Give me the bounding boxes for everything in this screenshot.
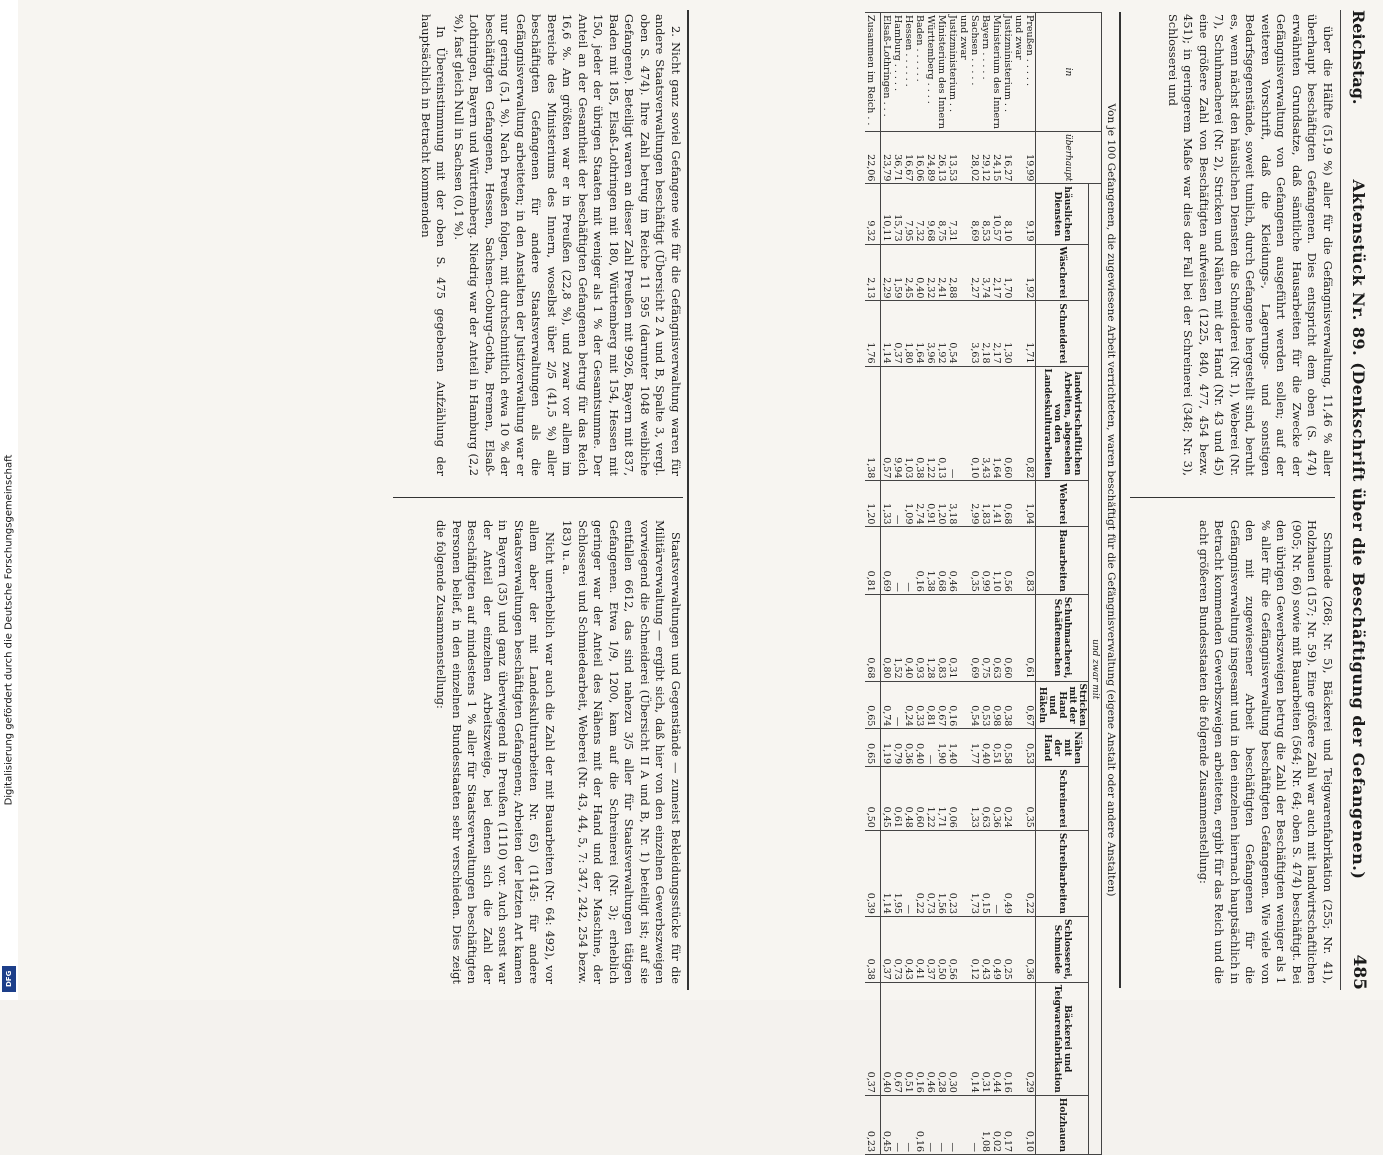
table-cell xyxy=(958,527,969,594)
table-cell: 0,36 xyxy=(903,729,914,767)
table-row xyxy=(980,13,991,1155)
table-cell: 0,31 xyxy=(980,982,991,1095)
table-cell: 1,28 xyxy=(925,594,936,681)
table-cell: 1,40 xyxy=(947,729,958,767)
table-cell: 1,30 xyxy=(1002,301,1013,366)
table-cell xyxy=(958,830,969,916)
table-cell: 0,40 xyxy=(914,244,925,301)
table-cell xyxy=(1013,982,1024,1095)
table-cell: 13,53 xyxy=(947,131,958,184)
table-cell: 0,25 xyxy=(1002,916,1013,982)
table-cell xyxy=(958,729,969,767)
table-cell: 0,22 xyxy=(1024,830,1036,916)
table-cell: 36,71 xyxy=(892,131,903,184)
table-cell xyxy=(958,184,969,244)
table-cell: 1,14 xyxy=(881,301,893,366)
table-cell xyxy=(1013,681,1024,729)
table-cell xyxy=(958,481,969,527)
column-header: landwirtschaftlichen Arbeiten, abgesehen von den Landeskulturarbeiten xyxy=(1036,366,1089,481)
table-cell: 0,46 xyxy=(947,527,958,594)
table-cell: 1,95 xyxy=(892,830,903,916)
row-label: Württemberg . . . . xyxy=(925,13,936,132)
table-cell: 0,33 xyxy=(914,681,925,729)
table-cell: 9,19 xyxy=(1024,184,1036,244)
header-title: Aktenstück Nr. 89. (Denkschrift über die Beschäftigung der Gefangenen.) xyxy=(1349,179,1369,880)
table-cell: 0,69 xyxy=(881,527,893,594)
table-cell: 19,99 xyxy=(1024,131,1036,184)
table-cell: 0,37 xyxy=(865,982,881,1095)
table-cell: 0,73 xyxy=(892,916,903,982)
table-cell: 0,60 xyxy=(1002,366,1013,481)
table-cell: 0,45 xyxy=(881,1095,893,1154)
table-cell: 0,12 xyxy=(969,916,980,982)
table-row xyxy=(936,13,947,1155)
table-cell xyxy=(1013,301,1024,366)
table-cell xyxy=(1013,184,1024,244)
table-cell: 0,16 xyxy=(914,982,925,1095)
table-cell: 0,16 xyxy=(1002,982,1013,1095)
table-cell: 9,32 xyxy=(865,184,881,244)
table-row xyxy=(925,13,936,1155)
table-cell: 1,10 xyxy=(991,527,1002,594)
table-row xyxy=(969,13,980,1155)
table-cell: — xyxy=(947,1095,958,1154)
table-cell: 0,38 xyxy=(865,916,881,982)
table-cell: — xyxy=(947,366,958,481)
table-cell: — xyxy=(969,1095,980,1154)
table-cell: 2,41 xyxy=(936,244,947,301)
table-cell: 1,22 xyxy=(925,366,936,481)
table-cell: 1,33 xyxy=(881,481,893,527)
table-cell: 0,67 xyxy=(936,681,947,729)
table-cell xyxy=(958,131,969,184)
table-caption: Von je 100 Gefangenen, die zugewiesene Arbeit verrichteten, waren beschäftigt für die Gefängnisverwaltung (eigene Anstalt oder andere Anstalten) xyxy=(1105,103,1117,897)
table-cell: 1,19 xyxy=(881,729,893,767)
table-cell: 0,57 xyxy=(881,366,893,481)
table-section xyxy=(691,12,1121,1153)
table-cell: — xyxy=(892,1095,903,1154)
table-cell xyxy=(1013,594,1024,681)
table-cell: 1,41 xyxy=(991,481,1002,527)
table-row xyxy=(958,13,969,1155)
table-cell: 2,88 xyxy=(947,244,958,301)
page-number: 485 xyxy=(1349,954,1369,990)
table-cell: 1,80 xyxy=(903,301,914,366)
table-cell: 8,53 xyxy=(980,184,991,244)
row-label: und zwar xyxy=(958,13,969,132)
table-cell: 8,75 xyxy=(936,184,947,244)
table-cell: 0,38 xyxy=(1002,681,1013,729)
table-cell: 2,18 xyxy=(980,301,991,366)
table-cell: — xyxy=(903,830,914,916)
table-cell: 1,77 xyxy=(969,729,980,767)
table-cell: 0,83 xyxy=(936,594,947,681)
table-cell: 0,83 xyxy=(1024,527,1036,594)
table-cell: 0,54 xyxy=(947,301,958,366)
table-cell: 9,94 xyxy=(892,366,903,481)
table-cell: 0,68 xyxy=(1002,481,1013,527)
table-cell: 0,68 xyxy=(865,594,881,681)
table-cell: 3,43 xyxy=(980,366,991,481)
table-cell: 0,37 xyxy=(881,916,893,982)
table-cell: 1,64 xyxy=(991,366,1002,481)
table-cell: 1,56 xyxy=(936,830,947,916)
text-column-top-left xyxy=(1163,14,1336,476)
table-cell: 0,56 xyxy=(947,916,958,982)
document-page xyxy=(18,0,1383,1153)
table-row xyxy=(1013,13,1024,1155)
table-cell xyxy=(958,982,969,1095)
paragraph: In Übereinstimmung mit der oben S. 475 gegebenen Aufzählung der hauptsächlich in Betracht kommenden xyxy=(419,14,449,476)
table-cell: 1,04 xyxy=(1024,481,1036,527)
table-cell: 0,02 xyxy=(991,1095,1002,1154)
column-header: Schneiderei xyxy=(1036,301,1089,366)
table-cell: 0,45 xyxy=(881,767,893,831)
table-cell: 0,16 xyxy=(914,527,925,594)
table-cell: 0,17 xyxy=(1002,1095,1013,1154)
table-top-rule xyxy=(1119,12,1121,988)
table-cell: 15,73 xyxy=(892,184,903,244)
table-cell: 0,67 xyxy=(1024,681,1036,729)
paragraph: über die Hälfte (51,9 %) aller für die Gefängnisverwaltung, 11,46 % aller überhaupt beschäftigten Gefangenen. Dies entspricht dem oben (S. 474) erwähnten Grundsatze, daß sämtliche Hausarbeiten für die Zwecke der Gefängnisverwaltung von Gefangenen ausgeführt werden sollen; auf der weiteren Vorschrift, daß die Kleidungs-, Lagerungs- und sonstigen Bedarfsgegenstände, soweit tunlich, durch Gefangene hergestellt sind, beruht es, wenn nächst den häuslichen Diensten die Schneiderei (Nr. 1), Weberei (Nr. 7), Schuhmacherei (Nr. 2), Stricken und Nähen mit der Hand (Nr. 43 und 45) eine größere Zahl von Beschäftigten aufweisen (1225, 840, 477, 454 bezw. 451); in geringerem Maße war dies der Fall bei der Schreinerei (348; Nr. 3), Schlosserei und xyxy=(1166,14,1335,476)
table-cell: 0,23 xyxy=(947,830,958,916)
table-cell: 10,57 xyxy=(991,184,1002,244)
table-cell: 0,60 xyxy=(1002,594,1013,681)
table-cell: 0,53 xyxy=(980,681,991,729)
table-cell: 24,15 xyxy=(991,131,1002,184)
row-label: Elsaß-Lothringen . . . xyxy=(881,13,893,132)
table-cell: 0,43 xyxy=(903,916,914,982)
row-label: Bayern . . . . . xyxy=(980,13,991,132)
table-cell: 7,95 xyxy=(903,184,914,244)
table-cell: 28,02 xyxy=(969,131,980,184)
row-label: Justizministerium . . xyxy=(1002,13,1013,132)
table-cell: 22,06 xyxy=(865,131,881,184)
table-cell: — xyxy=(925,729,936,767)
table-cell xyxy=(958,244,969,301)
row-label: Baden . . . . . . xyxy=(914,13,925,132)
table-cell: 0,63 xyxy=(991,594,1002,681)
prison-work-table xyxy=(865,12,1102,1155)
column-header: Wäscherei xyxy=(1036,244,1089,301)
table-cell: 8,69 xyxy=(969,184,980,244)
row-label: Hessen . . . . . . xyxy=(903,13,914,132)
table-cell: 0,63 xyxy=(980,767,991,831)
table-row xyxy=(1002,13,1013,1155)
column-header: Weberei xyxy=(1036,481,1089,527)
table-cell: 0,22 xyxy=(914,830,925,916)
table-cell: 1,33 xyxy=(969,767,980,831)
table-cell: 0,43 xyxy=(980,916,991,982)
row-label: Sachsen . . . . . xyxy=(969,13,980,132)
table-cell: 2,45 xyxy=(903,244,914,301)
table-cell: 1,38 xyxy=(865,366,881,481)
table-cell: 0,69 xyxy=(969,594,980,681)
table-cell: 1,52 xyxy=(892,594,903,681)
table-cell: 0,24 xyxy=(1002,767,1013,831)
column-header: Holzhauen xyxy=(1036,1095,1089,1154)
table-row xyxy=(881,13,893,1155)
column-header: Schreinerei xyxy=(1036,767,1089,831)
table-cell: 0,36 xyxy=(1024,916,1036,982)
table-row xyxy=(865,13,881,1155)
table-row xyxy=(892,13,903,1155)
table-cell: 0,06 xyxy=(947,767,958,831)
table-cell: 0,81 xyxy=(865,527,881,594)
table-cell: 0,75 xyxy=(980,594,991,681)
table-cell: 1,03 xyxy=(903,366,914,481)
table-cell: 8,10 xyxy=(1002,184,1013,244)
table-cell xyxy=(958,594,969,681)
table-cell xyxy=(1013,481,1024,527)
table-cell xyxy=(958,1095,969,1154)
group-header: und zwar mit xyxy=(1089,184,1102,1155)
table-cell: 23,79 xyxy=(881,131,893,184)
row-label: Ministerium des Innern xyxy=(991,13,1002,132)
table-cell xyxy=(1013,366,1024,481)
column-header-row xyxy=(1036,13,1089,1155)
table-cell: 1,64 xyxy=(914,301,925,366)
section-rule xyxy=(687,10,689,990)
table-cell: 2,32 xyxy=(925,244,936,301)
dfg-logo: DFG xyxy=(2,966,16,992)
table-cell: 3,74 xyxy=(980,244,991,301)
text-column-top-right xyxy=(1194,520,1336,984)
table-cell: — xyxy=(903,527,914,594)
table-cell: 0,65 xyxy=(865,729,881,767)
table-cell: 9,68 xyxy=(925,184,936,244)
table-cell: 0,81 xyxy=(925,681,936,729)
credit-text: Digitalisierung gefördert durch die Deutsche Forschungsgemeinschaft xyxy=(3,454,15,806)
table-cell: 1,90 xyxy=(936,729,947,767)
table-cell: 0,65 xyxy=(865,681,881,729)
column-header: Schuhmacherei, Schäftemachen xyxy=(1036,594,1089,681)
table-cell: 0,40 xyxy=(914,729,925,767)
row-label: Zusammen im Reich . . xyxy=(865,13,881,132)
text-column-bottom-left xyxy=(416,14,684,476)
column-header: Schreibarbeiten xyxy=(1036,830,1089,916)
table-cell: 16,27 xyxy=(1002,131,1013,184)
paragraph: Schmiede (268; Nr. 5), Bäckerei und Teigwarenfabrikation (255; Nr. 41), Holzhauen (157; Nr. 59). Eine größere Zahl war auch mit landwirtschaftlichen (905; Nr. 66) sowie mit Bauarbeiten (564; Nr. 64; oben S. 474) beschäftigt. Bei den übrigen Gewerbszweigen betrug die Zahl der Beschäftigten weniger als 1 % aller für die Gefängnisverwaltung beschäftigten Gefangenen. Wie viele von den mit zugewiesener Arbeit beschäftigten Gefangenen für die Gefängnisverwaltung insgesamt und in den einzelnen hiernach hauptsächlich in Betracht kommenden Gewerbszweigen arbeiteten, ergibt für das Reich und die acht größeren Bundesstaaten die folgende Zusammenstellung: xyxy=(1197,520,1335,984)
table-cell: 1,71 xyxy=(1024,301,1036,366)
column-header: Bäckerei und Teigwarenfabrikation xyxy=(1036,982,1089,1095)
table-cell: 1,09 xyxy=(903,481,914,527)
row-label: Hamburg . . . . . xyxy=(892,13,903,132)
table-cell: 0,40 xyxy=(881,982,893,1095)
paragraph: 2. Nicht ganz soviel Gefangene wie für die Gefängnisverwaltung waren für andere Staatsverwaltungen beschäftigt (Übersicht 2 A und B, Spalte 3, vergl. oben S. 474). Ihre Zahl betrug im Reiche 11 595 (darunter 1048 weibliche Gefangene). Beteiligt waren an dieser Zahl Preußen mit 9926, Bayern mit 837, Baden mit 185, Elsaß-Lothringen mit 180, Württemberg mit 154, Hessen mit 150, jeder der übrigen Staaten mit weniger als 1 % der Gesamtsumme. Der Anteil an der Gesamtheit der beschäftigten Gefangenen betrug für das Reich 16,6 %. Am größten war er in Preußen (22,8 %), und zwar vor allem im Bereiche des Ministeriums des Innern, woselbst über 2/5 (41,5 %) aller beschäftigten Gefangenen für andere Staatsverwaltungen als die Gefängnisverwaltung arbeiteten; in den Anstalten der Justizverwaltung war er nur gering (5,1 %). Nach Preußen folgen, mit durchschnittlich etwa 10 % der beschäftigten Gefangenen, Hessen, Sachsen-Coburg-Gotha, Bremen, Elsaß-Lothringen, Bayern und Württemberg. Niedrig war der Anteil in Hamburg (2,2 %), fast gleich Null in Sachsen (0,1 %). xyxy=(452,14,683,476)
paragraph: Staatsverwaltungen und Gegenstände — zumeist Bekleidungsstücke für die Militärverwaltung — ergibt sich, daß hier von den einzelnen Gewerbszweigen vorwiegend die Schneiderei (Übersicht II A und B, Nr. 1) beteiligt ist; auf sie entfallen 6612, das sind nahezu 3/5 aller für Staatsverwaltungen tätigen Gefangenen. Etwa 1/9, 1200, kam auf die Schreinerei (Nr. 3); erheblich geringer war der Anteil des Nähens mit der Hand und der Maschine, der Schlosserei und Schmiedearbeit, Weberei (Nr. 43, 44, 5, 7: 347, 242, 254 bezw. 183) u. a. xyxy=(560,520,683,984)
column-divider xyxy=(393,497,683,498)
table-cell: 10,11 xyxy=(881,184,893,244)
row-label: Ministerium des Innern xyxy=(936,13,947,132)
table-cell: 2,99 xyxy=(969,481,980,527)
table-cell: 0,68 xyxy=(936,527,947,594)
text-column-bottom-right xyxy=(431,520,683,984)
table-cell: — xyxy=(892,481,903,527)
table-cell: 3,18 xyxy=(947,481,958,527)
row-label: und zwar xyxy=(1013,13,1024,132)
table-cell: 0,58 xyxy=(1002,729,1013,767)
table-cell: 0,10 xyxy=(969,366,980,481)
table-cell: 0,49 xyxy=(991,916,1002,982)
table-row xyxy=(991,13,1002,1155)
table-cell: 1,92 xyxy=(936,301,947,366)
table-cell: 1,73 xyxy=(969,830,980,916)
table-cell xyxy=(1013,729,1024,767)
table-cell: 0,48 xyxy=(903,767,914,831)
table-cell: 29,12 xyxy=(980,131,991,184)
table-cell xyxy=(958,366,969,481)
table-cell: 0,16 xyxy=(914,1095,925,1154)
table-cell: 0,82 xyxy=(1024,366,1036,481)
table-cell: 0,54 xyxy=(969,681,980,729)
column-divider xyxy=(1130,497,1335,498)
table-cell xyxy=(1013,244,1024,301)
table-cell: 0,80 xyxy=(881,594,893,681)
table-body xyxy=(865,13,1036,1155)
table-cell: 0,93 xyxy=(914,594,925,681)
table-row xyxy=(1024,13,1036,1155)
table-cell: 1,22 xyxy=(925,767,936,831)
table-cell: 0,30 xyxy=(947,982,958,1095)
table-cell: 1,38 xyxy=(925,527,936,594)
table-cell: 1,71 xyxy=(936,767,947,831)
table-cell xyxy=(958,301,969,366)
column-header: Stricken mit der Hand und Häkeln xyxy=(1036,681,1089,729)
table-cell: 2,13 xyxy=(865,244,881,301)
table-row xyxy=(914,13,925,1155)
table-cell: 0,29 xyxy=(1024,982,1036,1095)
table-cell: 0,61 xyxy=(892,767,903,831)
table-cell: 1,83 xyxy=(980,481,991,527)
table-cell: 1,08 xyxy=(980,1095,991,1154)
table-cell: 0,44 xyxy=(991,982,1002,1095)
table-cell: 0,13 xyxy=(936,366,947,481)
table-cell: 7,32 xyxy=(914,184,925,244)
table-cell: 3,63 xyxy=(969,301,980,366)
table-cell: — xyxy=(991,830,1002,916)
table-cell: 0,37 xyxy=(892,301,903,366)
table-cell: 0,35 xyxy=(1024,767,1036,831)
table-cell: 16,06 xyxy=(914,131,925,184)
table-cell xyxy=(1013,830,1024,916)
table-cell: 0,61 xyxy=(1024,594,1036,681)
table-cell: 26,13 xyxy=(936,131,947,184)
table-cell xyxy=(958,916,969,982)
table-cell: 0,37 xyxy=(925,916,936,982)
table-cell: 0,53 xyxy=(1024,729,1036,767)
table-cell: — xyxy=(892,527,903,594)
table-cell: 1,20 xyxy=(865,481,881,527)
table-cell: 0,51 xyxy=(991,729,1002,767)
table-cell: — xyxy=(903,1095,914,1154)
table-cell xyxy=(1013,1095,1024,1154)
table-cell: 0,16 xyxy=(947,681,958,729)
table-cell: 0,73 xyxy=(925,830,936,916)
table-cell: 1,20 xyxy=(936,481,947,527)
table-cell: 1,76 xyxy=(865,301,881,366)
table-cell: 0,14 xyxy=(969,982,980,1095)
table-cell: 0,10 xyxy=(1024,1095,1036,1154)
table-cell: 0,38 xyxy=(914,366,925,481)
table-cell: 0,74 xyxy=(881,681,893,729)
table-cell xyxy=(1013,527,1024,594)
col-header-total: überhaupt xyxy=(1036,131,1102,184)
table-row xyxy=(947,13,958,1155)
table-cell: 0,99 xyxy=(980,527,991,594)
table-cell: 1,14 xyxy=(881,830,893,916)
paragraph: Nicht unerheblich war auch die Zahl der mit Bauarbeiten (Nr. 64: 492), vor allem aber der mit Landeskulturarbeiten Nr. 65) (1145: für andere Staatsverwaltungen beschäftigten Gefangenen; Arbeiten der letzten Art kamen in Bayern (35) und ganz überwiegend in Preußen (1110) vor. Auch sonst war der Anteil der einzelnen Arbeitszweige, bei denen sich die Zahl der Beschäftigten auf mindestens 1 % aller für Staatsverwaltungen beschäftigten Personen belief, in den einzelnen Bundesstaaten sehr verschieden. Dies zeigt die folgende Zusammenstellung: xyxy=(434,520,557,984)
table-cell: 0,46 xyxy=(925,982,936,1095)
page-header xyxy=(1340,10,1377,990)
table-cell: 0,36 xyxy=(991,767,1002,831)
table-cell: 2,29 xyxy=(881,244,893,301)
table-cell: 0,67 xyxy=(892,982,903,1095)
table-cell: — xyxy=(892,681,903,729)
table-row xyxy=(903,13,914,1155)
table-cell: 0,50 xyxy=(936,916,947,982)
table-cell: 0,50 xyxy=(865,767,881,831)
stub-header: in xyxy=(1036,13,1102,132)
table-cell: 0,35 xyxy=(969,527,980,594)
table-cell xyxy=(958,681,969,729)
table-cell: — xyxy=(936,1095,947,1154)
table-cell: 0,41 xyxy=(914,916,925,982)
column-header: Bauarbeiten xyxy=(1036,527,1089,594)
table-cell xyxy=(958,767,969,831)
table-cell: 2,17 xyxy=(991,244,1002,301)
table-cell: 0,31 xyxy=(947,594,958,681)
table-cell: 2,74 xyxy=(914,481,925,527)
credit-strip xyxy=(0,0,18,1000)
table-cell: 0,98 xyxy=(991,681,1002,729)
table-cell: 0,15 xyxy=(980,830,991,916)
table-cell xyxy=(1013,916,1024,982)
table-cell: 0,79 xyxy=(892,729,903,767)
table-cell: 1,70 xyxy=(1002,244,1013,301)
table-cell: 0,60 xyxy=(914,767,925,831)
table-cell: 2,27 xyxy=(969,244,980,301)
table-cell: 1,59 xyxy=(892,244,903,301)
table-cell: 0,28 xyxy=(936,982,947,1095)
header-section: Reichstag. xyxy=(1349,10,1369,105)
row-label: Justizministerium . . xyxy=(947,13,958,132)
table-cell: 0,40 xyxy=(903,594,914,681)
table-cell: 0,23 xyxy=(865,1095,881,1154)
column-header: Nähen mit der Hand xyxy=(1036,729,1089,767)
table-cell: 7,31 xyxy=(947,184,958,244)
table-cell: 1,92 xyxy=(1024,244,1036,301)
table-cell: 3,96 xyxy=(925,301,936,366)
column-header: häuslichen Diensten xyxy=(1036,184,1089,244)
table-cell: 0,51 xyxy=(903,982,914,1095)
row-label: Preußen . . . . . xyxy=(1024,13,1036,132)
table-cell: 2,17 xyxy=(991,301,1002,366)
table-cell: 24,89 xyxy=(925,131,936,184)
table-cell xyxy=(1013,767,1024,831)
table-cell xyxy=(1013,131,1024,184)
table-cell: 0,49 xyxy=(1002,830,1013,916)
table-cell: 0,40 xyxy=(980,729,991,767)
table-cell: — xyxy=(925,1095,936,1154)
column-header: Schlosserei, Schmiede xyxy=(1036,916,1089,982)
table-cell: 0,56 xyxy=(1002,527,1013,594)
table-cell: 0,91 xyxy=(925,481,936,527)
table-cell: 0,24 xyxy=(903,681,914,729)
table-cell: 16,67 xyxy=(903,131,914,184)
table-cell: 0,39 xyxy=(865,830,881,916)
